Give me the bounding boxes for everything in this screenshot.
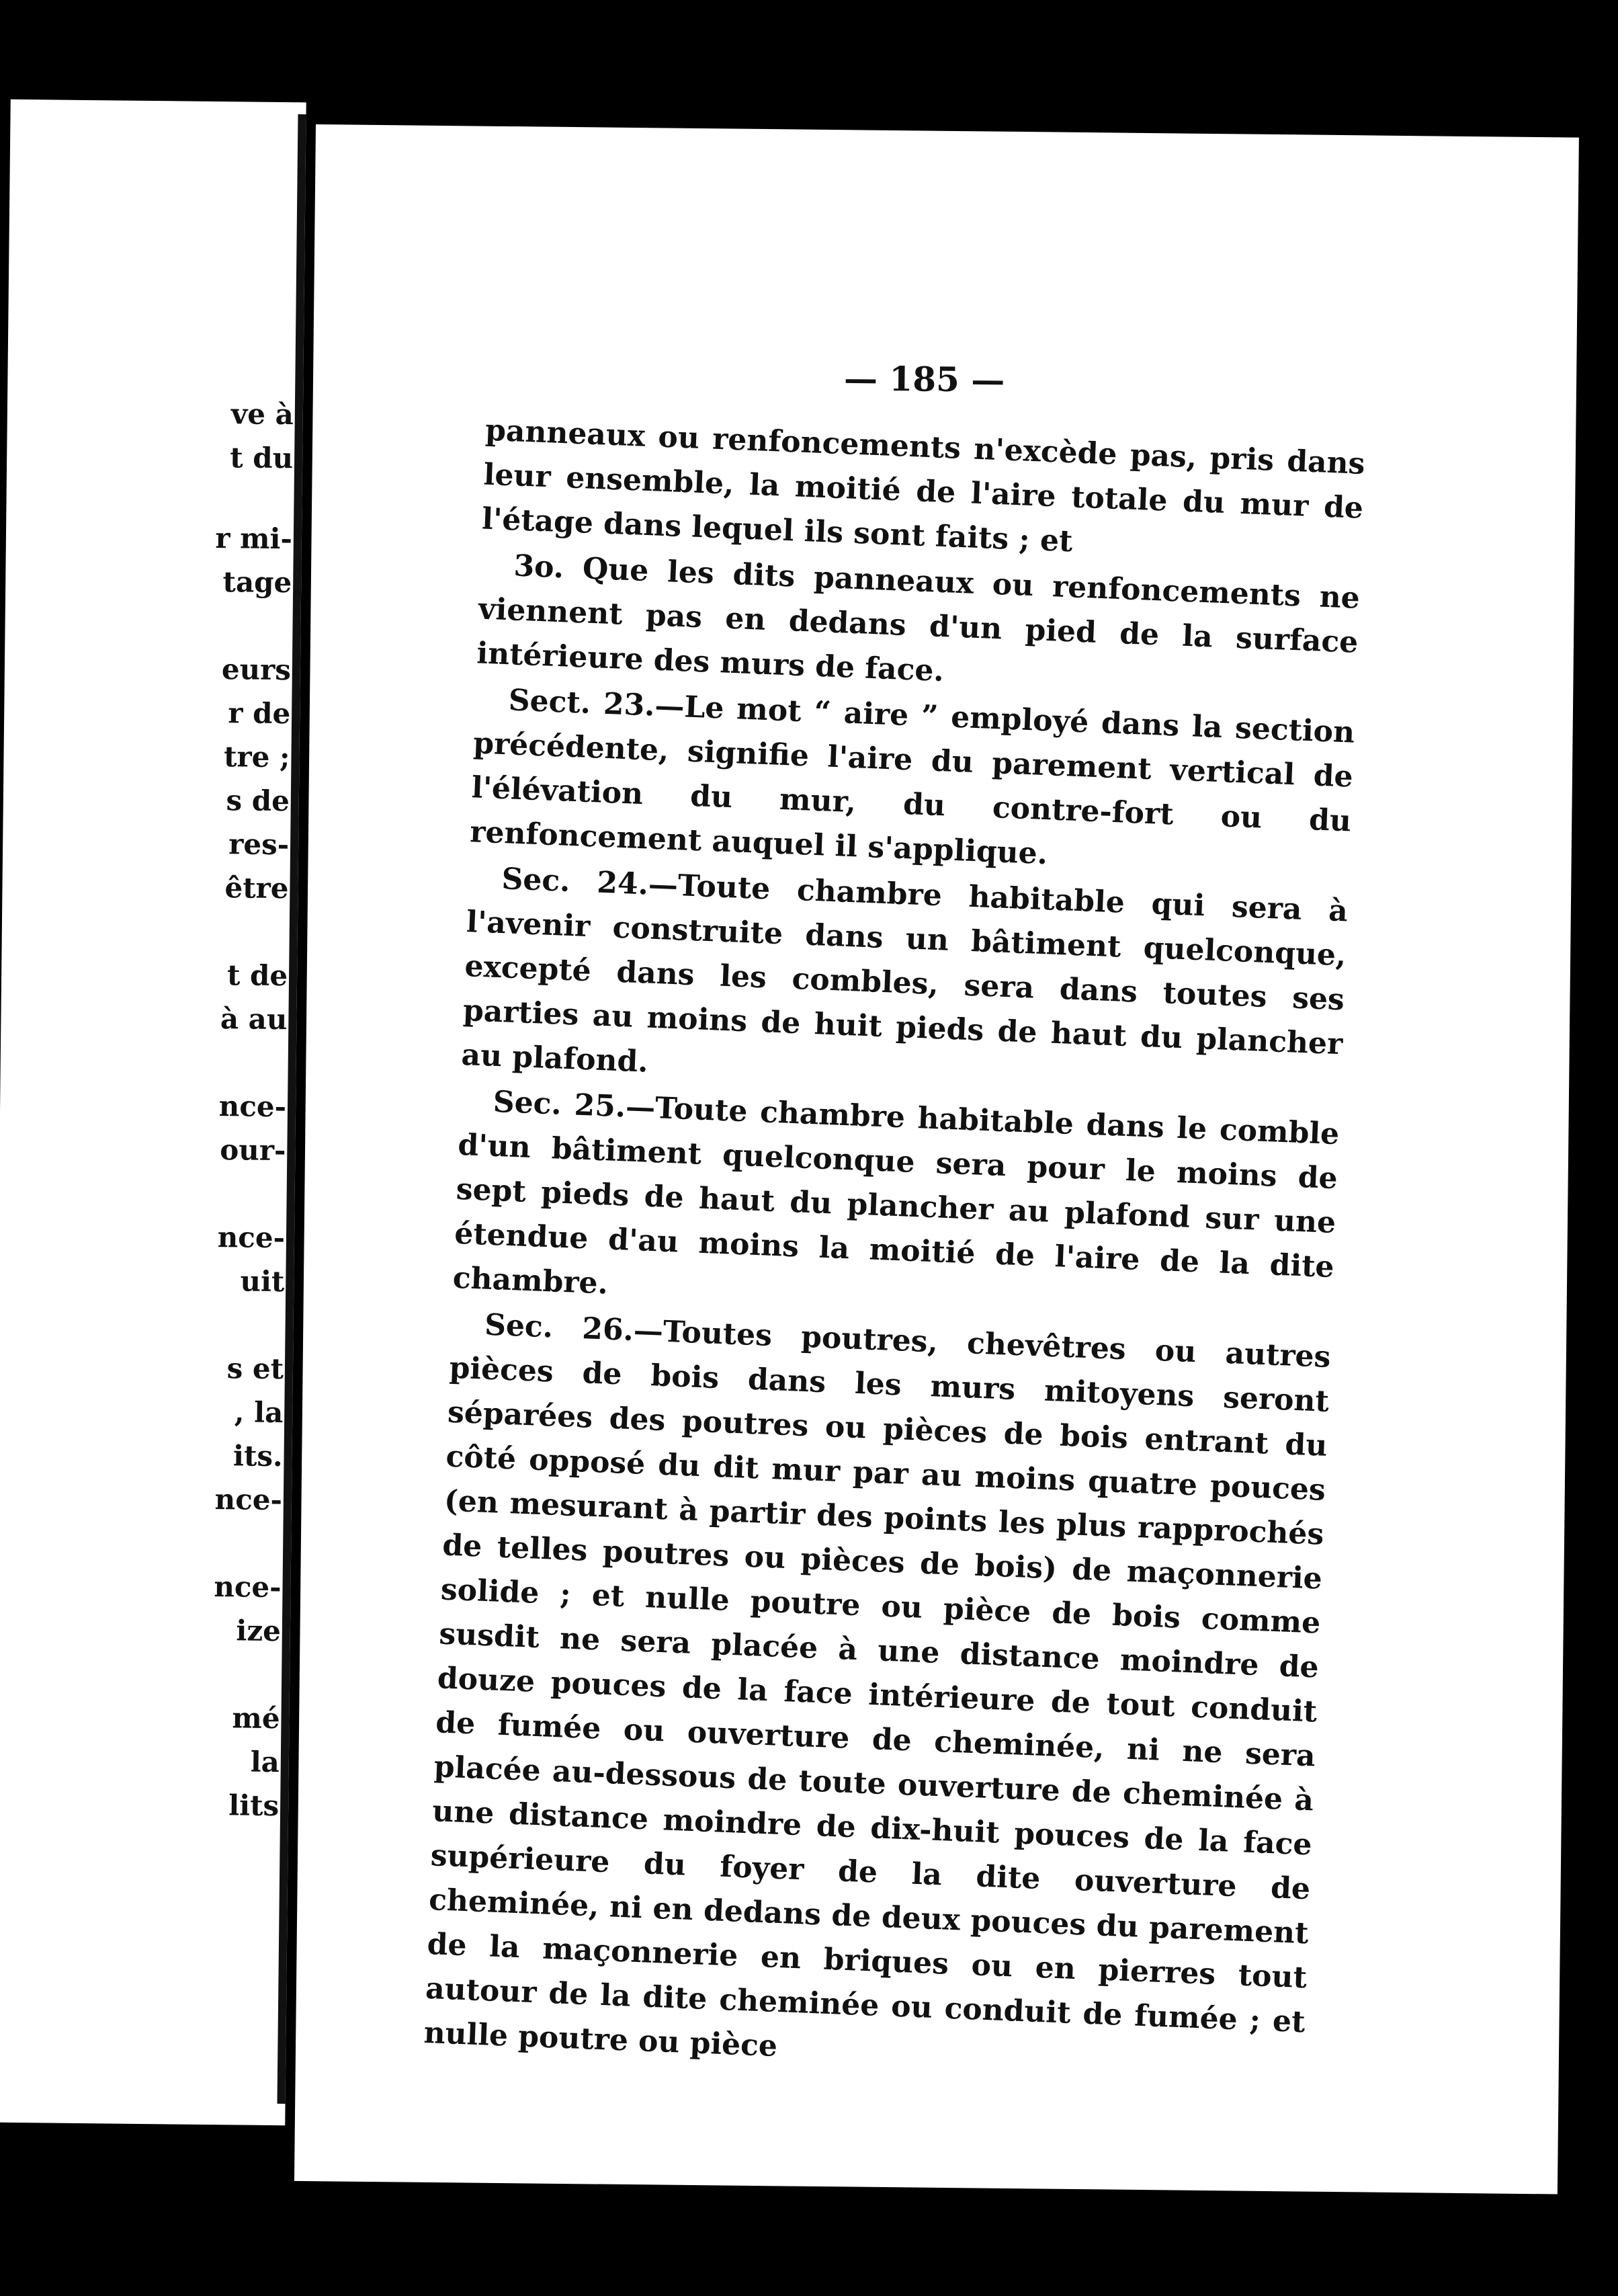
- paragraph: Sec. 26.—Toutes poutres, chevêtres ou autres pièces de bois dans les murs mitoyens seront séparées des poutres ou pièces de bois entrant du côté opposé du dit mur par au moins quatre pouces (en mesurant à partir des points les plus rapprochés de telles poutres ou pièces de bois) de maçonnerie solide ; et nulle poutre ou pièce de bois comme susdit ne sera placée à une distance moindre de douze pouces de la face intérieure de tout conduit de fumée ou ouverture de cheminée, ni ne sera placée au-dessous de toute ouverture de cheminée à une distance moindre de dix-huit pouces de la face supérieure du foyer de la dite ouverture de cheminée, ni en dedans de deux pouces du parement de la maçonnerie en briques ou en pierres tout autour de la dite cheminée ou conduit de fumée ; et nulle poutre ou pièce: [423, 1307, 1332, 2064]
- left-page-line: uit: [240, 1264, 285, 1299]
- body-text: [423, 409, 1365, 2090]
- paragraph: Sect. 23.—Le mot “ aire ” employé dans la section précédente, signifie l'aire du parement vertical de l'élévation du mur, du contre-fort ou du renfoncement auquel il s'applique.: [469, 683, 1355, 872]
- left-page-line: res-: [228, 827, 290, 862]
- left-page-line: ve à: [230, 397, 294, 432]
- left-page-line: à au: [220, 1002, 288, 1036]
- left-page-line: ize: [236, 1614, 282, 1648]
- left-page-line: its.: [232, 1439, 283, 1473]
- left-page-line: eurs: [221, 653, 292, 687]
- left-page-line: t de: [226, 958, 288, 993]
- main-page: [294, 124, 1579, 2195]
- left-page-line: our-: [220, 1133, 286, 1167]
- paragraph: panneaux ou renfoncements n'excède pas, pris dans leur ensemble, la moitié de l'aire totale du mur de l'étage dans lequel ils sont faits ; et: [481, 413, 1366, 559]
- paragraph: 3o. Que les dits panneaux ou renfoncements ne viennent pas en dedans d'un pied de la surface intérieure des murs de face.: [476, 548, 1361, 689]
- left-page-line: nce-: [217, 1221, 286, 1255]
- left-page-line: s et: [226, 1352, 284, 1386]
- page-number: — 185 —: [843, 358, 1005, 400]
- left-page-line: lits: [228, 1789, 280, 1823]
- left-page-line: t du: [230, 441, 294, 475]
- left-page-line: r mi-: [215, 522, 293, 556]
- left-page-fragment: [0, 99, 306, 2125]
- left-page-line: la: [250, 1745, 280, 1779]
- left-page-line: tage: [222, 565, 292, 600]
- paragraph: Sec. 25.—Toute chambre habitable dans le comble d'un bâtiment quelconque sera pour le moins de sept pieds de haut du plancher au plafond sur une étendue d'au moins la moitié de l'aire de la dite chambre.: [452, 1084, 1340, 1301]
- left-page-line: nce-: [214, 1570, 282, 1604]
- left-page-line: r de: [228, 696, 291, 731]
- left-page-line: s de: [226, 784, 290, 818]
- paragraph: Sec. 24.—Toute chambre habitable qui sera à l'avenir construite dans un bâtiment quelconque, excepté dans les combles, sera dans toutes ses parties au moins de huit pieds de haut du plancher au plafond.: [460, 862, 1349, 1079]
- left-page-line: tre ;: [223, 740, 290, 774]
- left-page-line: , la: [234, 1395, 284, 1430]
- left-page-line: nce-: [214, 1483, 283, 1517]
- left-page-line: nce-: [218, 1090, 287, 1124]
- left-page-line: être: [224, 871, 289, 905]
- left-page-line: mé: [232, 1701, 280, 1735]
